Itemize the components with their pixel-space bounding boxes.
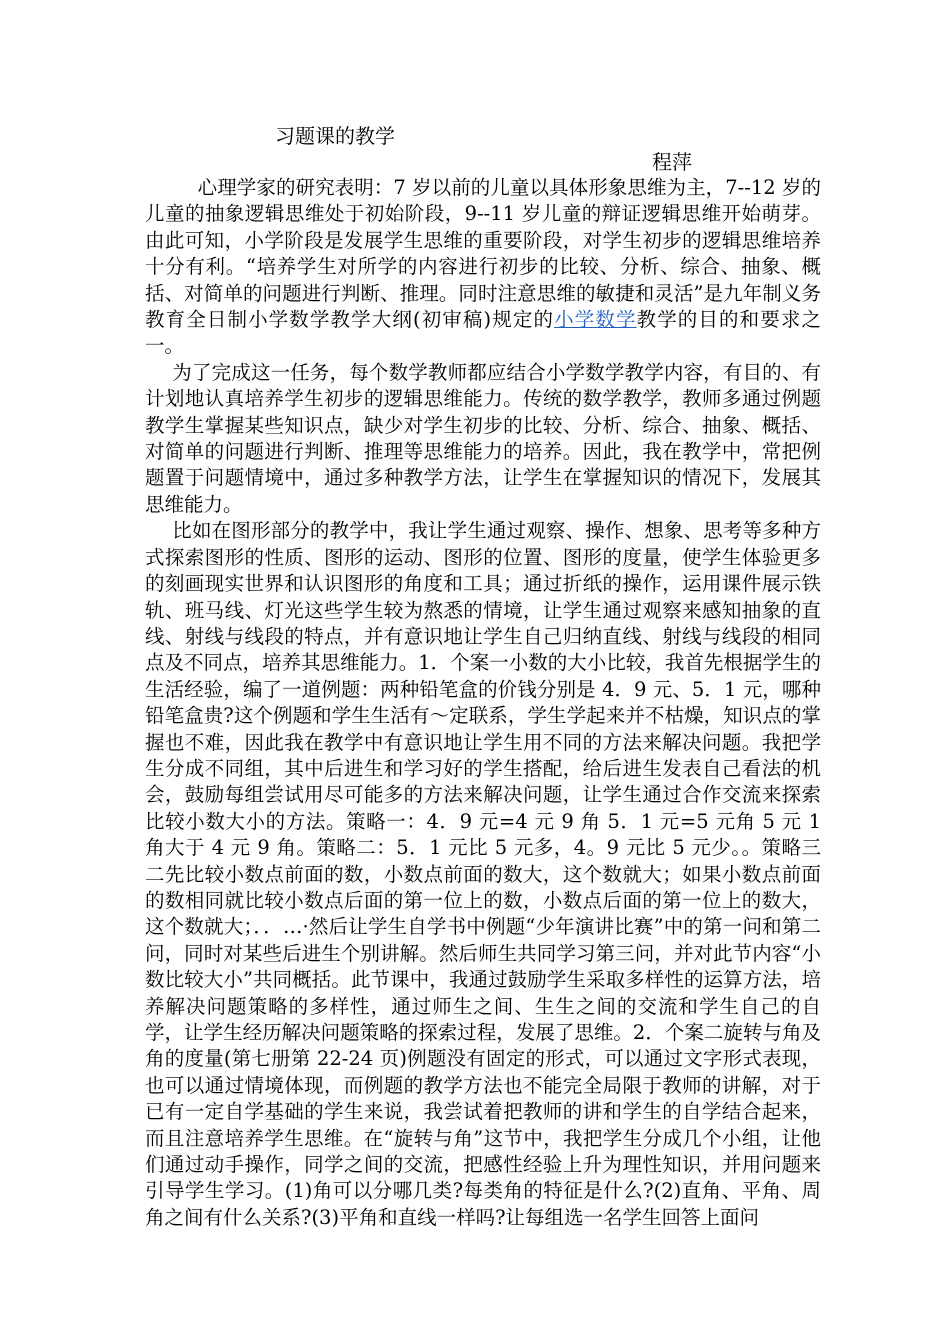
- primary-math-link[interactable]: 小学数学: [554, 308, 637, 332]
- paragraph-1-text-before-link: 心理学家的研究表明：7 岁以前的儿童以具体形象思维为主，7--12 岁的儿童的抽象逻辑思维处于初始阶段，9--11 岁儿童的辩证逻辑思维开始萌芽。由此可知，小学阶段是发展学生思维的重要阶段，对学生初步的逻辑思维培养十分有利。“培养学生对所学的内容进行初步的比较、分析、综合、抽象、概括、对简单的问题进行判断、推理。同时注意思维的敏捷和灵活”是九年制义务教育全日制小学数学教学大纲(初审稿)规定的: [145, 176, 821, 332]
- author-name: 程萍: [652, 150, 692, 174]
- document-body: [145, 175, 821, 1231]
- paragraph-3: 比如在图形部分的教学中，我让学生通过观察、操作、想象、思考等多种方式探索图形的性质、图形的运动、图形的位置、图形的度量，使学生体验更多的刻画现实世界和认识图形的角度和工具；通过折纸的操作，运用课件展示铁轨、班马线、灯光这些学生较为熬悉的情境，让学生通过观察来感知抽象的直线、射线与线段的特点，并有意识地让学生自己归纳直线、射线与线段的相同点及不同点，培养其思维能力。1．个案一小数的大小比较，我首先根据学生的生活经验，编了一道例题：两种铅笔盒的价钱分别是 4．9 元、5．1 元，哪种铅笔盒贵?这个例题和学生生活有～定联系，学生学起来并不枯燥，知识点的掌握也不难，因此我在教学中有意识地让学生用不同的方法来解决问题。我把学生分成不同组，其中后进生和学习好的学生搭配，给后进生发表自己看法的机会，鼓励每组尝试用尽可能多的方法来解决问题，让学生通过合作交流来探索比较小数大小的方法。策略一：4．9 元=4 元 9 角 5．1 元=5 元角 5 元 1 角大于 4 元 9 角。策略二：5．1 元比 5 元多，4。9 元比 5 元少。。策略三二先比较小数点前面的数，小数点前面的数大，这个数就大；如果小数点前面的数相同就比较小数点后面的第一位上的数，小数点后面的第一位上的数大，这个数就大；．．…·然后让学生自学书中例题“少年演讲比赛”中的第一问和第二问，同时对某些后进生个别讲解。然后师生共同学习第三问，并对此节内容“小数比较大小”共同概括。此节课中，我通过鼓励学生采取多样性的运算方法，培养解决问题策略的多样性，通过师生之间、生生之间的交流和学生自己的自学，让学生经历解决问题策略的探索过程，发展了思维。2．个案二旋转与角及角的度量(第七册第 22-24 页)例题没有固定的形式，可以通过文字形式表现，也可以通过情境体现，而例题的教学方法也不能完全局限于教师的讲解，对于已有一定自学基础的学生来说，我尝试着把教师的讲和学生的自学结合起来，而且注意培养学生思维。在“旋转与角”这节中，我把学生分成几个小组，让他们通过动手操作，同学之间的交流，把感性经验上升为理性知识，并用问题来引导学生学习。(1)角可以分哪几类?每类角的特征是什么?(2)直角、平角、周角之间有什么关系?(3)平角和直线一样吗?让每组选一名学生回答上面问: [145, 519, 821, 1229]
- paragraph-2: 为了完成这一任务，每个数学教师都应结合小学数学教学内容，有目的、有计划地认真培养学生初步的逻辑思维能力。传统的数学教学，教师多通过例题教学生掌握某些知识点，缺少对学生初步的比较、分析、综合、抽象、概括、对简单的问题进行判断、推理等思维能力的培养。因此，我在教学中，常把例题置于问题情境中，通过多种教学方法，让学生在掌握知识的情况下，发展其思维能力。: [145, 360, 821, 516]
- paragraph-1-text-after-link: 教学的目的和要求之一。: [145, 308, 821, 358]
- document-title: 习题课的教学: [275, 124, 395, 148]
- paragraph-1: [145, 175, 821, 360]
